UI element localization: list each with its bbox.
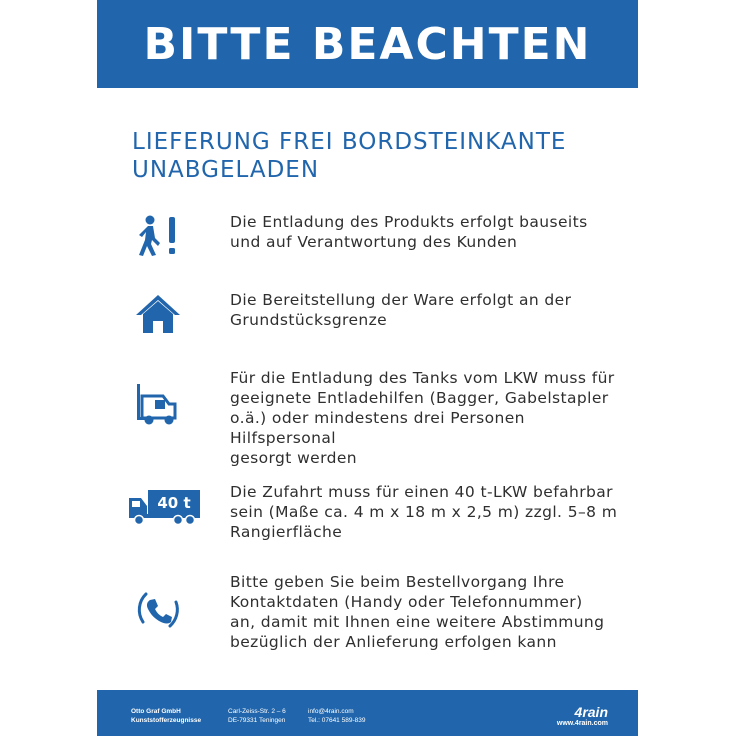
notice-text: Für die Entladung des Tanks vom LKW muss für geeignete Entladehilfen (Bagger, Gabelstapler o.ä.) oder mindestens drei Personen Hilfspersonal gesorgt werden bbox=[230, 369, 615, 467]
footer bbox=[97, 690, 638, 736]
truck-icon bbox=[126, 482, 204, 530]
subtitle-line-1: LIEFERUNG FREI BORDSTEINKANTE bbox=[132, 129, 567, 155]
pedestrian-warning-icon bbox=[129, 212, 187, 260]
truck-weight-label: 40 t bbox=[157, 494, 191, 512]
page-title: BITTE BEACHTEN bbox=[143, 18, 592, 70]
footer-company: Otto Graf GmbH Kunststofferzeugnisse bbox=[131, 708, 202, 724]
notice-sheet bbox=[97, 0, 638, 736]
notice-text: Die Bereitstellung der Ware erfolgt an der Grundstücksgrenze bbox=[230, 291, 572, 329]
notice-text: Die Entladung des Produkts erfolgt bauseits und auf Verantwortung des Kunden bbox=[230, 213, 588, 251]
notice-text: Die Zufahrt muss für einen 40 t-LKW befahrbar sein (Maße ca. 4 m x 18 m x 2,5 m) zzgl. 5–8 m Rangierfläche bbox=[230, 483, 618, 541]
notice-text: Bitte geben Sie beim Bestellvorgang Ihre Kontaktdaten (Handy oder Telefonnummer) an, damit mit Ihnen eine weitere Abstimmung bezüglich der Anlieferung erfolgen kann bbox=[230, 573, 605, 651]
forklift-icon bbox=[129, 380, 187, 428]
house-icon bbox=[129, 290, 187, 338]
footer-address: Carl-Zeiss-Str. 2 – 6 DE-79331 Teningen bbox=[228, 708, 286, 724]
header-banner bbox=[97, 0, 638, 88]
footer-contact: info@4rain.com Tel.: 07641 589-839 bbox=[308, 708, 366, 724]
subtitle bbox=[132, 128, 612, 184]
footer-url[interactable]: www.4rain.com bbox=[556, 720, 608, 727]
phone-icon bbox=[129, 586, 187, 634]
brand-logo: 4rain bbox=[574, 704, 608, 720]
subtitle-line-2: UNABGELADEN bbox=[132, 157, 320, 183]
